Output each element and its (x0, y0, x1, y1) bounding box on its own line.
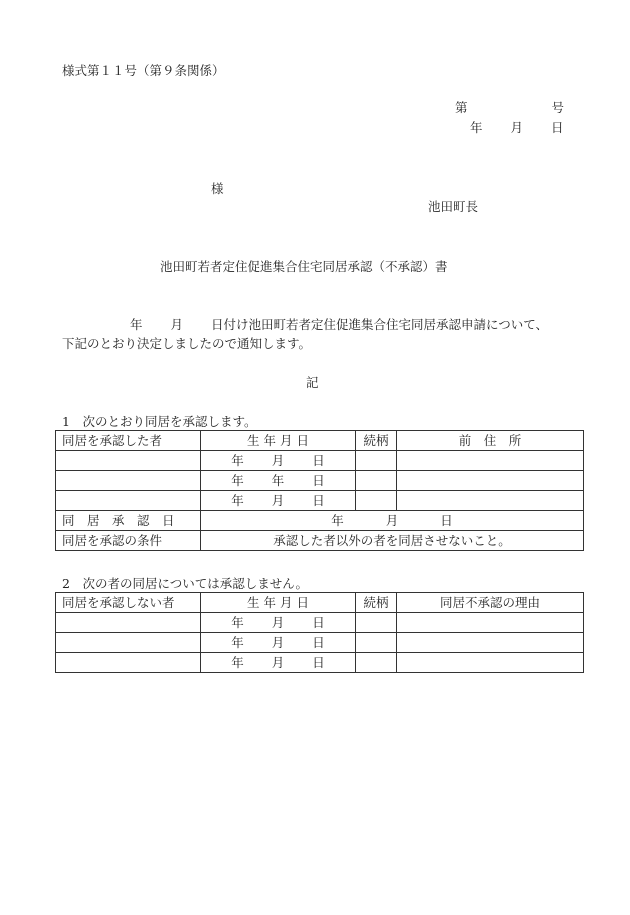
birthdate-cell: 年 月 日 (201, 633, 356, 653)
addressee-suffix: 様 (211, 181, 224, 196)
birthdate-cell: 年 月 日 (201, 613, 356, 633)
approval-date-row (56, 511, 584, 531)
header-birthdate: 生 年 月 日 (201, 593, 356, 613)
approved-person-cell (56, 471, 201, 491)
table-row (56, 613, 584, 633)
relationship-cell (356, 451, 397, 471)
table-row (56, 491, 584, 511)
header-previous-address: 前 住 所 (397, 431, 584, 451)
birthdate-cell: 年 年 日 (201, 471, 356, 491)
header-disapproval-reason: 同居不承認の理由 (397, 593, 584, 613)
disapproved-person-cell (56, 633, 201, 653)
condition-label: 同居を承認の条件 (56, 531, 201, 551)
birthdate-cell: 年 月 日 (201, 451, 356, 471)
disapproval-reason-cell (397, 633, 584, 653)
table-row (56, 471, 584, 491)
disapproved-person-cell (56, 613, 201, 633)
relationship-cell (356, 613, 397, 633)
disapproval-table (55, 592, 584, 673)
disapproval-table-header (56, 593, 584, 613)
header-birthdate: 生 年 月 日 (201, 431, 356, 451)
condition-text: 承認した者以外の者を同居させないこと。 (201, 531, 584, 551)
disapproval-reason-cell (397, 653, 584, 673)
document-title: 池田町若者定住促進集合住宅同居承認（不承認）書 (160, 259, 448, 274)
section1-heading: 1 次のとおり同居を承認します。 (62, 414, 257, 429)
approval-table (55, 430, 584, 551)
relationship-cell (356, 653, 397, 673)
birthdate-cell: 年 月 日 (201, 491, 356, 511)
header-relationship: 続柄 (356, 431, 397, 451)
relationship-cell (356, 633, 397, 653)
table-row (56, 633, 584, 653)
birthdate-cell: 年 月 日 (201, 653, 356, 673)
sender-name: 池田町長 (428, 199, 479, 214)
table-row (56, 653, 584, 673)
body-month: 月 (170, 317, 184, 332)
condition-row (56, 531, 584, 551)
relationship-cell (356, 471, 397, 491)
header-disapproved-person: 同居を承認しない者 (56, 593, 201, 613)
previous-address-cell (397, 451, 584, 471)
approval-date-label: 同 居 承 認 日 (56, 511, 201, 531)
disapproved-person-cell (56, 653, 201, 673)
doc-date-day: 日 (551, 120, 564, 135)
relationship-cell (356, 491, 397, 511)
approved-person-cell (56, 451, 201, 471)
doc-number-go: 号 (551, 100, 565, 115)
body-text-1: 日付け池田町若者定住促進集合住宅同居承認申請について、 (211, 317, 549, 332)
form-number: 様式第１１号（第９条関係） (62, 63, 225, 78)
approval-date-value: 年 月 日 (201, 511, 584, 531)
doc-date (470, 118, 564, 136)
doc-number-dai: 第 (455, 100, 468, 115)
body-line-2: 下記のとおり決定しましたので通知します。 (62, 336, 312, 351)
body-line-1 (130, 315, 548, 333)
doc-date-month: 月 (510, 120, 524, 135)
disapproval-reason-cell (397, 613, 584, 633)
doc-number (455, 98, 564, 116)
approved-person-cell (56, 491, 201, 511)
previous-address-cell (397, 491, 584, 511)
doc-date-year: 年 (470, 120, 483, 135)
header-approved-person: 同居を承認した者 (56, 431, 201, 451)
previous-address-cell (397, 471, 584, 491)
body-year: 年 (130, 317, 143, 332)
section2-heading: 2 次の者の同居については承認しません。 (62, 576, 308, 591)
approval-table-header (56, 431, 584, 451)
header-relationship: 続柄 (356, 593, 397, 613)
table-row (56, 451, 584, 471)
ki-heading: 記 (306, 375, 319, 390)
